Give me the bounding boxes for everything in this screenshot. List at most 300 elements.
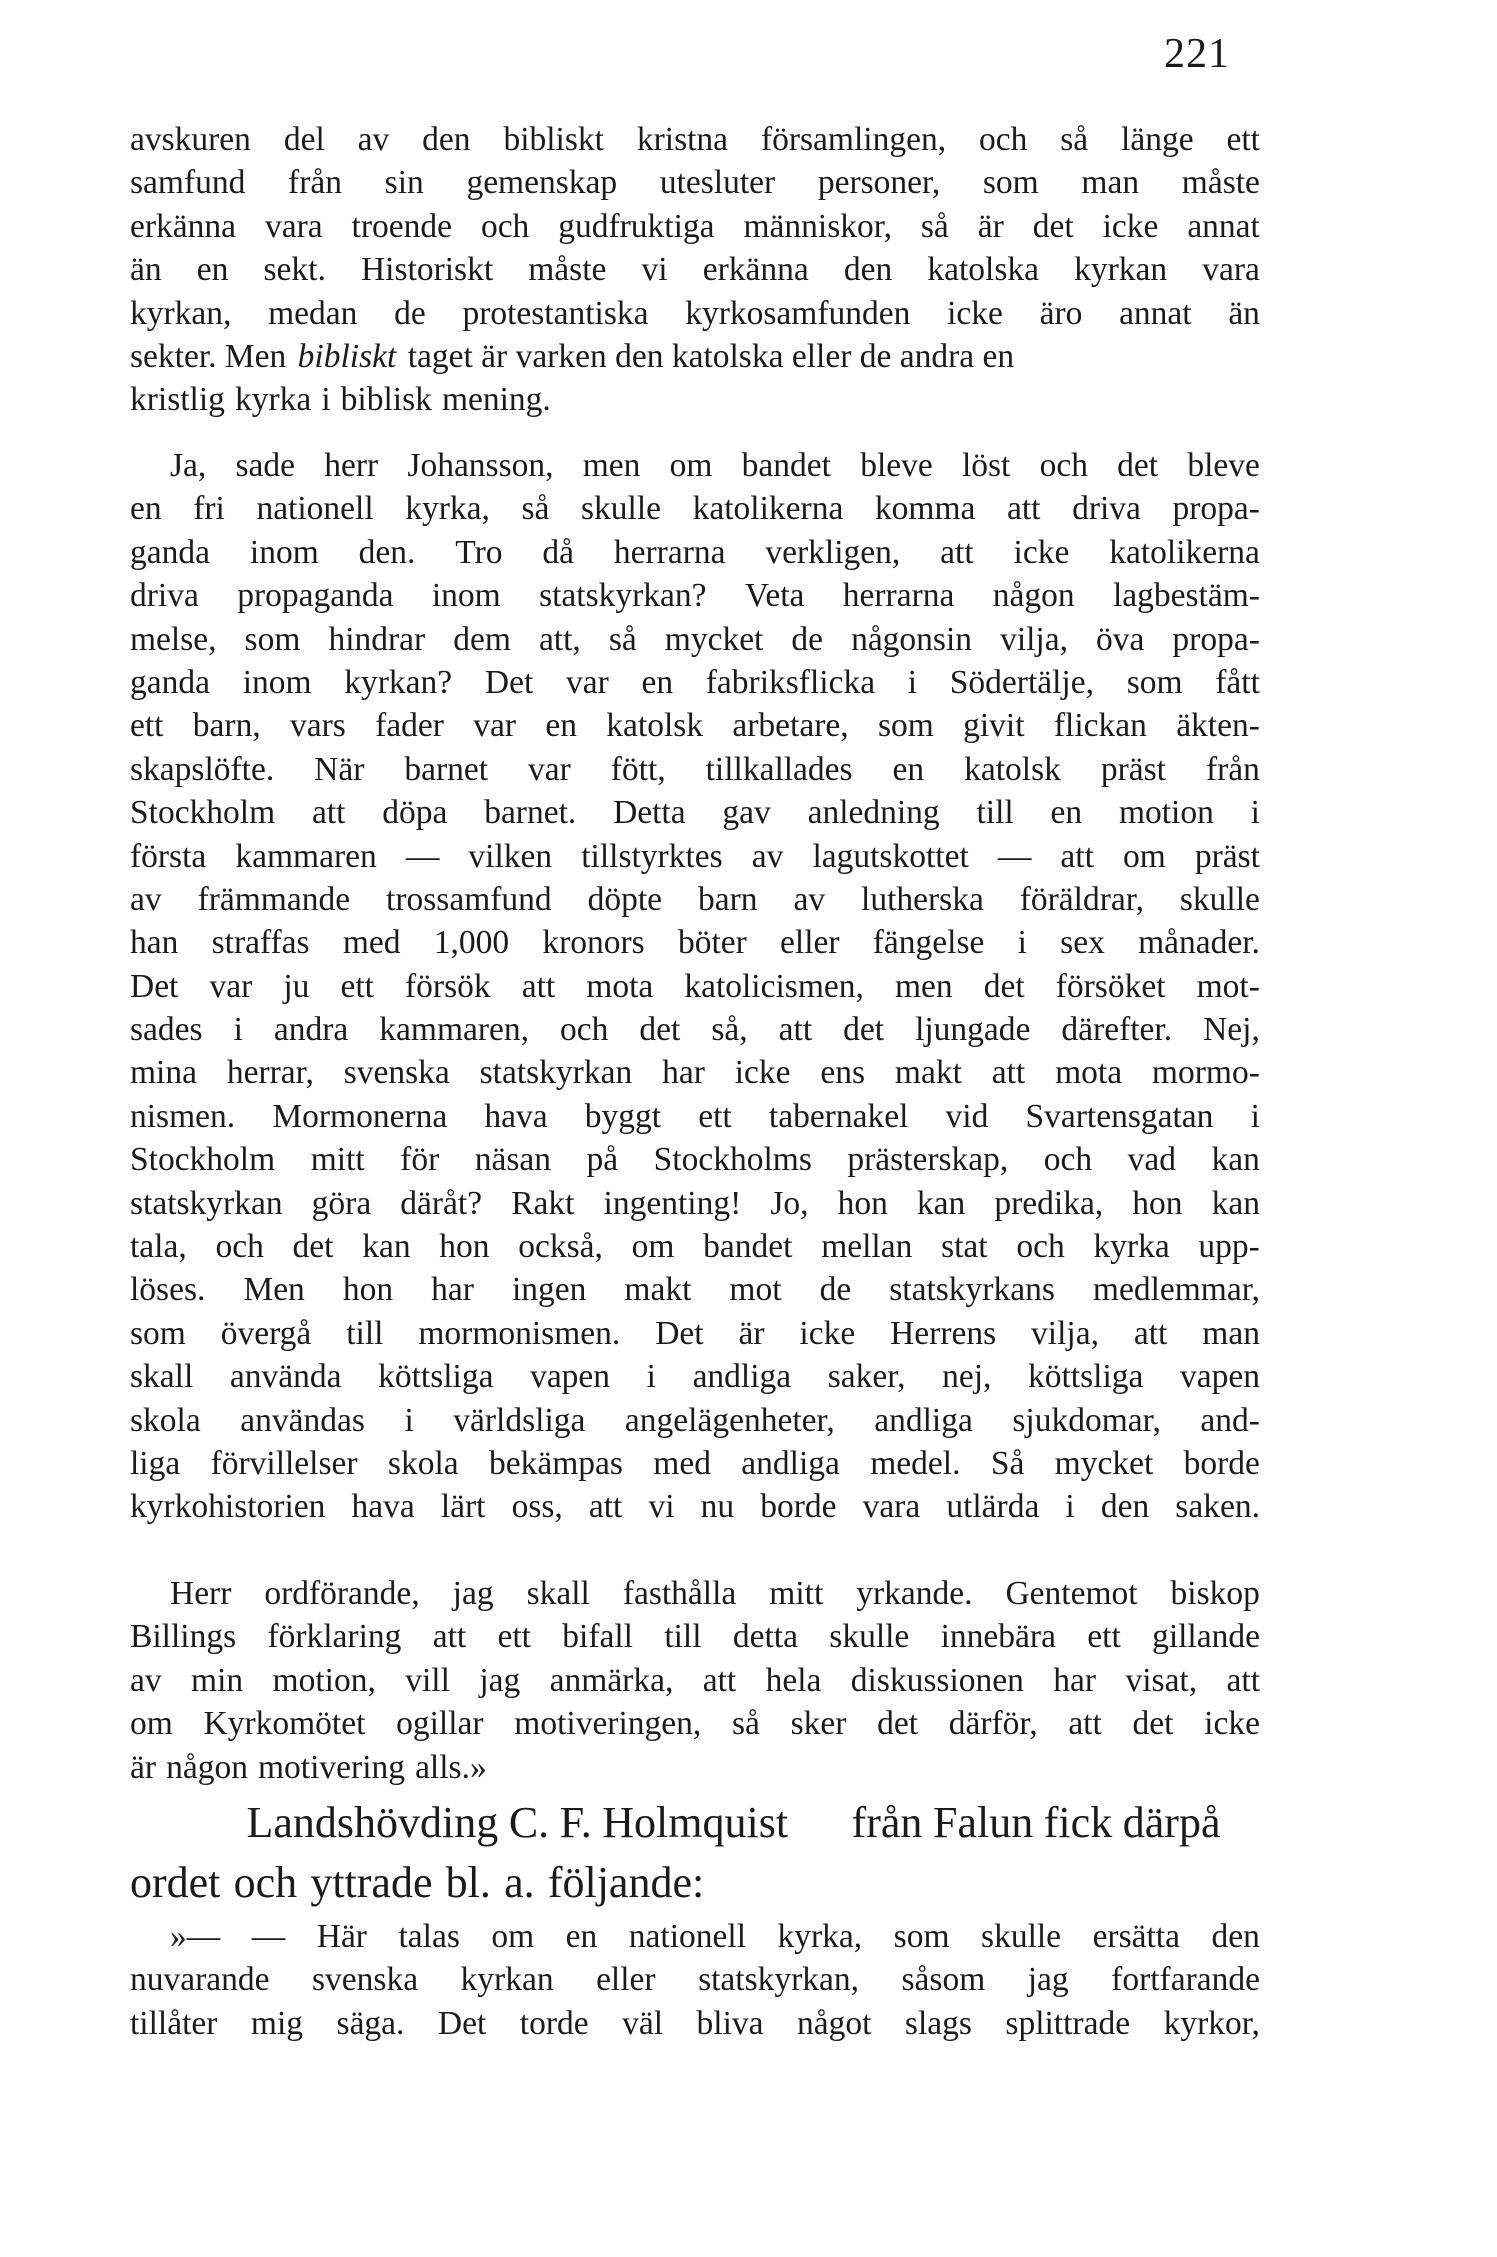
- word: kyrkan?: [344, 663, 453, 701]
- word: personer,: [817, 164, 941, 202]
- word: fader: [375, 707, 444, 745]
- word: tillkallades: [705, 750, 853, 788]
- word: att: [1068, 1705, 1102, 1743]
- word: i: [321, 381, 331, 419]
- word: ersätta: [1092, 1918, 1180, 1955]
- word: man: [1202, 1314, 1260, 1352]
- word: biskop: [1170, 1575, 1260, 1612]
- word: att: [991, 1054, 1026, 1092]
- word: att: [702, 1661, 737, 1699]
- word: nismen.: [130, 1097, 236, 1135]
- word: andliga: [741, 1444, 840, 1482]
- word: Ja,: [170, 447, 207, 484]
- word: döpte: [587, 880, 663, 918]
- word: flickan: [1053, 707, 1147, 745]
- word: barnet.: [484, 794, 577, 832]
- word: detta: [732, 1618, 798, 1656]
- word: andliga: [692, 1358, 792, 1396]
- word: vars: [290, 707, 346, 745]
- word: man: [1081, 164, 1140, 202]
- word: att: [1006, 490, 1041, 528]
- word: herrarna: [613, 533, 726, 571]
- word: att: [940, 533, 974, 571]
- word: erkänna: [130, 207, 237, 245]
- word: och: [1039, 447, 1088, 484]
- paragraph-2: [130, 444, 1260, 1529]
- heading-line: [130, 1853, 1263, 1913]
- word: kyrka,: [405, 490, 490, 528]
- word: månader.: [1138, 924, 1260, 962]
- word: så: [608, 620, 637, 658]
- word: någon: [166, 1748, 248, 1786]
- word: byggt: [584, 1097, 662, 1135]
- word: kammaren: [235, 837, 377, 875]
- word: och: [215, 1228, 264, 1266]
- word: inom: [242, 663, 312, 701]
- word: att: [588, 1488, 623, 1526]
- word: han: [130, 924, 179, 962]
- word: icke: [1204, 1705, 1260, 1743]
- word: mina: [130, 1054, 197, 1092]
- word: för: [400, 1141, 440, 1179]
- word: Det: [437, 2004, 487, 2042]
- word: ett: [1226, 121, 1260, 158]
- word: Men: [243, 1271, 305, 1309]
- text-line: [130, 704, 1260, 747]
- word: säga.: [336, 2004, 405, 2042]
- word: propa-: [1172, 490, 1260, 528]
- word: Landshövding: [246, 1798, 499, 1847]
- word: hava: [351, 1488, 415, 1526]
- word: präst: [1100, 750, 1166, 788]
- text-line: [130, 444, 1260, 487]
- word: upp-: [1198, 1228, 1260, 1266]
- word: vilken: [468, 837, 553, 875]
- word: herr: [324, 447, 379, 484]
- word: än: [1228, 294, 1260, 332]
- word: icke: [1102, 207, 1159, 245]
- text-line: [130, 1095, 1260, 1138]
- word: därefter.: [1061, 1011, 1173, 1049]
- text-line: [130, 1182, 1260, 1225]
- word: fick: [1043, 1798, 1113, 1847]
- text-line: [130, 1615, 1260, 1658]
- word: löses.: [130, 1271, 206, 1309]
- word: del: [283, 121, 325, 158]
- word: skulle: [829, 1618, 910, 1656]
- word: andra: [273, 1011, 349, 1049]
- word: jag: [479, 1661, 521, 1699]
- word: att: [311, 794, 346, 832]
- word: predika,: [994, 1184, 1104, 1222]
- word: vid: [945, 1097, 989, 1135]
- word: äro: [1039, 294, 1083, 332]
- word: —: [251, 1918, 286, 1955]
- emphasized-word: bibliskt: [297, 337, 397, 375]
- word: statskyrkans: [889, 1271, 1055, 1309]
- word: göra: [311, 1184, 372, 1222]
- word: i: [233, 1011, 243, 1049]
- word: vad: [1127, 1141, 1177, 1179]
- text-line: [130, 1572, 1260, 1615]
- word: biblisk: [340, 381, 432, 419]
- word: herrarna: [842, 577, 955, 615]
- word: Det: [484, 663, 534, 701]
- text-line: [130, 1915, 1260, 1958]
- word: som: [877, 707, 934, 745]
- word: lagutskottet: [812, 837, 969, 875]
- word: C.: [508, 1798, 550, 1847]
- word: om: [1122, 837, 1166, 875]
- text-line: [130, 1746, 1260, 1789]
- text-line: [130, 1225, 1260, 1268]
- word: Södertälje,: [949, 663, 1094, 701]
- word: mening.: [441, 381, 551, 419]
- word: bibliskt: [503, 121, 604, 158]
- word: yttrade: [310, 1858, 433, 1907]
- word: katolicismen,: [684, 967, 864, 1005]
- word: i: [646, 1358, 656, 1396]
- word: världsliga: [453, 1401, 586, 1439]
- word: Johansson,: [407, 447, 554, 484]
- word: Herr: [170, 1575, 232, 1612]
- word: annat: [1187, 207, 1260, 245]
- word: av: [793, 880, 826, 918]
- word: dem: [453, 620, 511, 658]
- word: jag: [1027, 1961, 1069, 1999]
- word: mycket: [1054, 1444, 1154, 1482]
- word: utlärda: [946, 1488, 1040, 1526]
- word: talas: [398, 1918, 460, 1955]
- word: tillåter: [130, 2004, 218, 2042]
- word: att: [778, 1011, 813, 1049]
- text-line: [130, 1268, 1260, 1311]
- word: med: [342, 924, 401, 962]
- text-line: [130, 618, 1260, 661]
- word: verkligen,: [765, 533, 901, 571]
- word: fött,: [610, 750, 666, 788]
- word: svenska: [343, 1054, 450, 1092]
- word: måste: [1181, 164, 1260, 202]
- text-line: [130, 487, 1260, 530]
- word: de: [819, 1271, 852, 1309]
- word: kyrkosamfunden: [685, 294, 911, 332]
- word: är: [738, 1314, 765, 1352]
- word: alls.»: [415, 1748, 487, 1786]
- word: och: [1016, 1228, 1065, 1266]
- word: som: [244, 620, 301, 658]
- text-line: [130, 661, 1260, 704]
- word: barn: [697, 880, 758, 918]
- word: fabriksflicka: [705, 663, 876, 701]
- word: då: [542, 533, 575, 571]
- text-line: [130, 335, 1260, 378]
- word: i: [907, 663, 918, 701]
- text-line: [130, 161, 1260, 204]
- word: så: [521, 490, 550, 528]
- word: vara: [264, 207, 323, 245]
- word: Gentemot: [1005, 1575, 1138, 1612]
- text-line: [130, 1138, 1260, 1181]
- word: protestantiska: [462, 294, 649, 332]
- word: katolsk: [606, 707, 704, 745]
- word: gudfruktiga: [558, 207, 715, 245]
- word: givit: [963, 707, 1025, 745]
- word: ganda: [130, 663, 210, 701]
- word: erkänna: [702, 251, 809, 289]
- word: saken.: [1175, 1488, 1260, 1526]
- text-line: [130, 748, 1260, 791]
- word: förklaring: [267, 1618, 402, 1656]
- word: diskussionen: [850, 1661, 1024, 1699]
- word: det: [1132, 1705, 1174, 1743]
- word: en: [130, 490, 162, 528]
- word: troende: [351, 207, 452, 245]
- word: statskyrkan: [479, 1054, 633, 1092]
- word: propa-: [1172, 620, 1260, 658]
- word: bifall: [562, 1618, 633, 1656]
- text-line: [130, 921, 1260, 964]
- word: att,: [538, 620, 581, 658]
- word: Svartensgatan: [1025, 1097, 1214, 1135]
- word: bekämpas: [488, 1444, 623, 1482]
- word: trossamfund: [386, 880, 552, 918]
- word: jag: [452, 1575, 494, 1612]
- word: statskyrkan: [130, 1184, 283, 1222]
- text-line: [130, 965, 1260, 1008]
- word: kan: [1211, 1184, 1260, 1222]
- word: oss,: [511, 1488, 563, 1526]
- word: om: [491, 1918, 535, 1955]
- text-line: [130, 2002, 1260, 2045]
- word: så: [1060, 121, 1089, 158]
- word: den: [843, 251, 893, 289]
- word: eller: [596, 1961, 656, 1999]
- word: Stockholms: [653, 1141, 812, 1179]
- word: eller: [780, 924, 840, 962]
- word: ordförande,: [264, 1575, 420, 1612]
- word: än: [130, 251, 162, 289]
- word: tala,: [130, 1228, 187, 1266]
- word: kyrkan: [1074, 251, 1168, 289]
- word: de: [791, 620, 824, 658]
- word: äkten-: [1176, 707, 1260, 745]
- word: som: [1126, 663, 1183, 701]
- word: sades: [130, 1011, 203, 1049]
- word: medel.: [870, 1444, 961, 1482]
- word: statskyrkan,: [698, 1961, 860, 1999]
- word: så: [731, 1705, 760, 1743]
- word: motion: [1118, 794, 1214, 832]
- word: barn,: [192, 707, 261, 745]
- word: av: [130, 1661, 162, 1699]
- word: bl.: [445, 1858, 491, 1907]
- word: a.: [504, 1858, 535, 1907]
- word: därpå: [1122, 1798, 1221, 1847]
- word: försök: [405, 967, 491, 1005]
- word: propaganda: [237, 577, 394, 615]
- word: sker: [790, 1705, 847, 1743]
- word: i: [1017, 924, 1027, 962]
- word: församlingen,: [760, 121, 947, 158]
- word: det: [877, 1705, 919, 1743]
- word: mitt: [310, 1141, 365, 1179]
- word: splittrade: [1005, 2004, 1131, 2042]
- word: Detta: [613, 794, 686, 832]
- text-line: [130, 378, 1260, 421]
- word: mot-: [1196, 967, 1260, 1005]
- word: barnet: [404, 750, 489, 788]
- word: vara: [862, 1488, 921, 1526]
- word: bandet: [703, 1228, 793, 1266]
- word: Nej,: [1203, 1011, 1260, 1049]
- word: vilja,: [1000, 620, 1068, 658]
- word: komma: [874, 490, 976, 528]
- word: fått: [1215, 663, 1260, 701]
- word: fri: [193, 490, 225, 528]
- word: väl: [622, 2004, 664, 2042]
- word: har: [1053, 1661, 1097, 1699]
- word: att: [432, 1618, 467, 1656]
- word: Det: [130, 967, 179, 1005]
- word: yrkande.: [856, 1575, 973, 1612]
- word: köttsliga: [1027, 1358, 1144, 1396]
- word: är: [130, 1748, 157, 1786]
- word: kyrkan: [460, 1961, 554, 1999]
- word: icke: [1013, 533, 1070, 571]
- word: vill: [405, 1661, 450, 1699]
- word: ju: [283, 967, 310, 1005]
- word: »—: [170, 1918, 221, 1955]
- word: i: [404, 1401, 414, 1439]
- word: den: [1100, 1488, 1150, 1526]
- word: driva: [130, 577, 199, 615]
- word: ingenting!: [603, 1184, 742, 1222]
- word: min: [191, 1661, 244, 1699]
- word: var: [528, 750, 571, 788]
- word: melse,: [130, 620, 217, 658]
- word: kyrkor,: [1163, 2004, 1260, 2042]
- paragraph-1: [130, 118, 1260, 422]
- word: tillstyrktes: [581, 837, 723, 875]
- word: skulle: [581, 490, 662, 528]
- word: driva: [1072, 490, 1141, 528]
- word: första: [130, 837, 207, 875]
- text-line: [130, 1442, 1260, 1485]
- word: kan: [362, 1228, 411, 1266]
- word: någon: [992, 577, 1075, 615]
- word: i: [1250, 1097, 1260, 1135]
- word: hindrar: [328, 620, 426, 658]
- word: ens: [820, 1054, 866, 1092]
- word: vara: [1202, 251, 1260, 289]
- word: annat: [1119, 294, 1192, 332]
- word: sekt.: [263, 251, 326, 289]
- text-line: [130, 248, 1260, 291]
- word: mot: [729, 1271, 782, 1309]
- text-line: [130, 205, 1260, 248]
- word: innebära: [940, 1618, 1056, 1656]
- word: det: [983, 967, 1025, 1005]
- word: kristna: [636, 121, 729, 158]
- word: vilja,: [1031, 1314, 1099, 1352]
- text-line: [130, 1659, 1260, 1702]
- word: kan: [1211, 1141, 1260, 1179]
- word: öva: [1096, 620, 1145, 658]
- word: sade: [235, 447, 296, 484]
- word: såsom: [901, 1961, 986, 1999]
- word: gillande: [1152, 1618, 1260, 1656]
- word: F.: [559, 1798, 592, 1847]
- word: gav: [722, 794, 771, 832]
- word: nationell: [256, 490, 374, 528]
- text-line: [130, 1958, 1260, 2001]
- word: katolikerna: [1109, 533, 1260, 571]
- word: anmärka,: [549, 1661, 674, 1699]
- word: ordet: [130, 1858, 221, 1907]
- word: anledning: [807, 794, 940, 832]
- word: hon: [1132, 1184, 1183, 1222]
- word: som: [893, 1918, 950, 1955]
- word: till: [664, 1618, 702, 1656]
- word: sin: [384, 164, 424, 202]
- word: slags: [904, 2004, 972, 2042]
- word: sjukdomar,: [1012, 1401, 1161, 1439]
- word: böter: [677, 924, 747, 962]
- word: att: [521, 967, 556, 1005]
- text-line: [130, 1485, 1260, 1528]
- word: fasthålla: [622, 1575, 737, 1612]
- word: något: [797, 2004, 872, 2042]
- word: mycket: [664, 620, 764, 658]
- word: är: [977, 207, 1004, 245]
- word: till: [346, 1314, 384, 1352]
- word: Rakt: [511, 1184, 575, 1222]
- text-line: [130, 531, 1260, 574]
- word: fängelse: [872, 924, 985, 962]
- word: medan: [268, 294, 358, 332]
- word: löst: [961, 447, 1011, 484]
- word: mormonismen.: [418, 1314, 621, 1352]
- word: vapen: [1179, 1358, 1260, 1396]
- word: statskyrkan?: [539, 577, 707, 615]
- word: stat: [941, 1228, 988, 1266]
- word: herrar,: [226, 1054, 314, 1092]
- word: att: [1226, 1661, 1260, 1699]
- word: kronors: [542, 924, 645, 962]
- word: ett: [497, 1618, 531, 1656]
- heading-line: [183, 1793, 1263, 1853]
- word: med: [653, 1444, 711, 1482]
- word: hon: [342, 1271, 394, 1309]
- word: Stockholm: [130, 1141, 276, 1179]
- word: icke: [947, 294, 1003, 332]
- word: kammaren,: [379, 1011, 530, 1049]
- word: det: [639, 1011, 681, 1049]
- word: bleve: [1187, 447, 1260, 484]
- word: följande:: [547, 1858, 705, 1907]
- word: Här: [316, 1918, 367, 1955]
- text-line: [130, 835, 1260, 878]
- word: kyrkan,: [130, 294, 232, 332]
- word: tabernakel: [768, 1097, 909, 1135]
- word: bleve: [860, 447, 933, 484]
- word: ganda: [130, 533, 210, 571]
- word: förvillelser: [210, 1444, 358, 1482]
- word: av: [751, 837, 784, 875]
- word: bliva: [696, 2004, 764, 2042]
- word: föräldrar,: [1019, 880, 1144, 918]
